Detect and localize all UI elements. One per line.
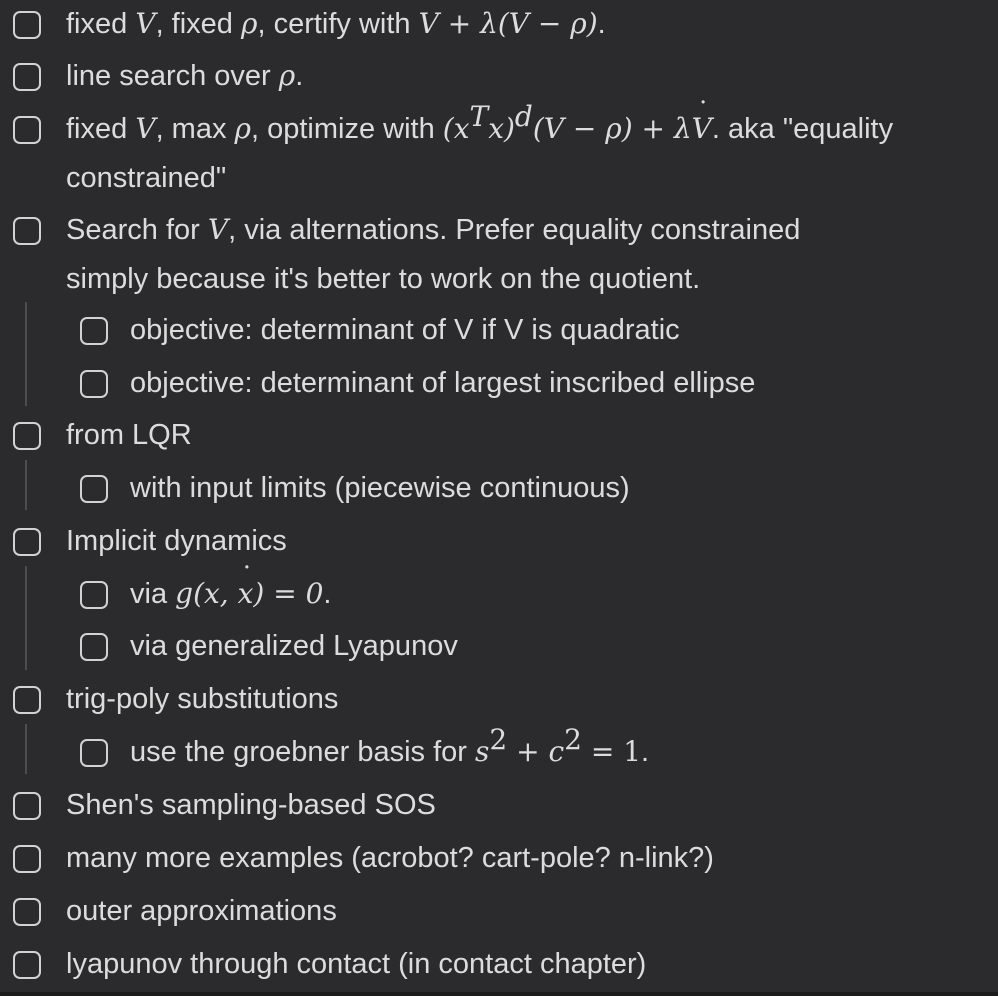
checkbox[interactable] <box>13 63 41 91</box>
item-text: outer approximations <box>66 895 337 927</box>
indent-guide <box>25 302 27 406</box>
checkbox[interactable] <box>13 898 41 926</box>
checkbox[interactable] <box>13 792 41 820</box>
bottom-edge <box>0 992 998 996</box>
checkbox[interactable] <box>13 422 41 450</box>
item-text: objective: determinant of V if V is quadratic <box>130 314 680 346</box>
item-text: via g(x, ˙ x) = 0. <box>130 570 331 618</box>
checkbox[interactable] <box>80 370 108 398</box>
checkbox[interactable] <box>13 116 41 144</box>
indent-guide <box>25 724 27 774</box>
item-text: fixed V, fixed ρ, certify with ˙ V + λ(V − ρ). <box>66 0 606 48</box>
item-text: via generalized Lyapunov <box>130 630 458 662</box>
checkbox[interactable] <box>80 317 108 345</box>
item-text: lyapunov through contact (in contact chapter) <box>66 948 647 980</box>
item-text: trig-poly substitutions <box>66 683 339 715</box>
checkbox[interactable] <box>80 475 108 503</box>
item-text: fixed V, max ρ, optimize with $(x^Tx)^d(V - \rho)$ + λ˙ V. aka "equality <box>66 105 893 153</box>
checkbox[interactable] <box>13 951 41 979</box>
checkbox[interactable] <box>13 686 41 714</box>
indent-guide <box>25 566 27 670</box>
checkbox[interactable] <box>13 528 41 556</box>
item-text: use the groebner basis for $s^2 + c^2 = 1$. <box>130 723 650 768</box>
checkbox[interactable] <box>13 217 41 245</box>
item-text: from LQR <box>66 419 192 451</box>
item-text: Search for V, via alternations. Prefer equality constrained <box>66 213 801 246</box>
checkbox[interactable] <box>80 739 108 767</box>
item-text: with input limits (piecewise continuous) <box>130 472 630 504</box>
checkbox[interactable] <box>80 581 108 609</box>
checkbox[interactable] <box>80 633 108 661</box>
checkbox[interactable] <box>13 845 41 873</box>
item-text-continued: constrained" <box>66 162 227 194</box>
checkbox[interactable] <box>13 11 41 39</box>
item-text: many more examples (acrobot? cart-pole? n-link?) <box>66 842 714 874</box>
indent-guide <box>25 460 27 510</box>
item-text: objective: determinant of largest inscribed ellipse <box>130 367 756 399</box>
item-text-continued: simply because it's better to work on the quotient. <box>66 263 701 295</box>
item-text: Implicit dynamics <box>66 525 287 557</box>
item-text: line search over ρ. <box>66 59 304 92</box>
item-text: Shen's sampling-based SOS <box>66 789 436 821</box>
